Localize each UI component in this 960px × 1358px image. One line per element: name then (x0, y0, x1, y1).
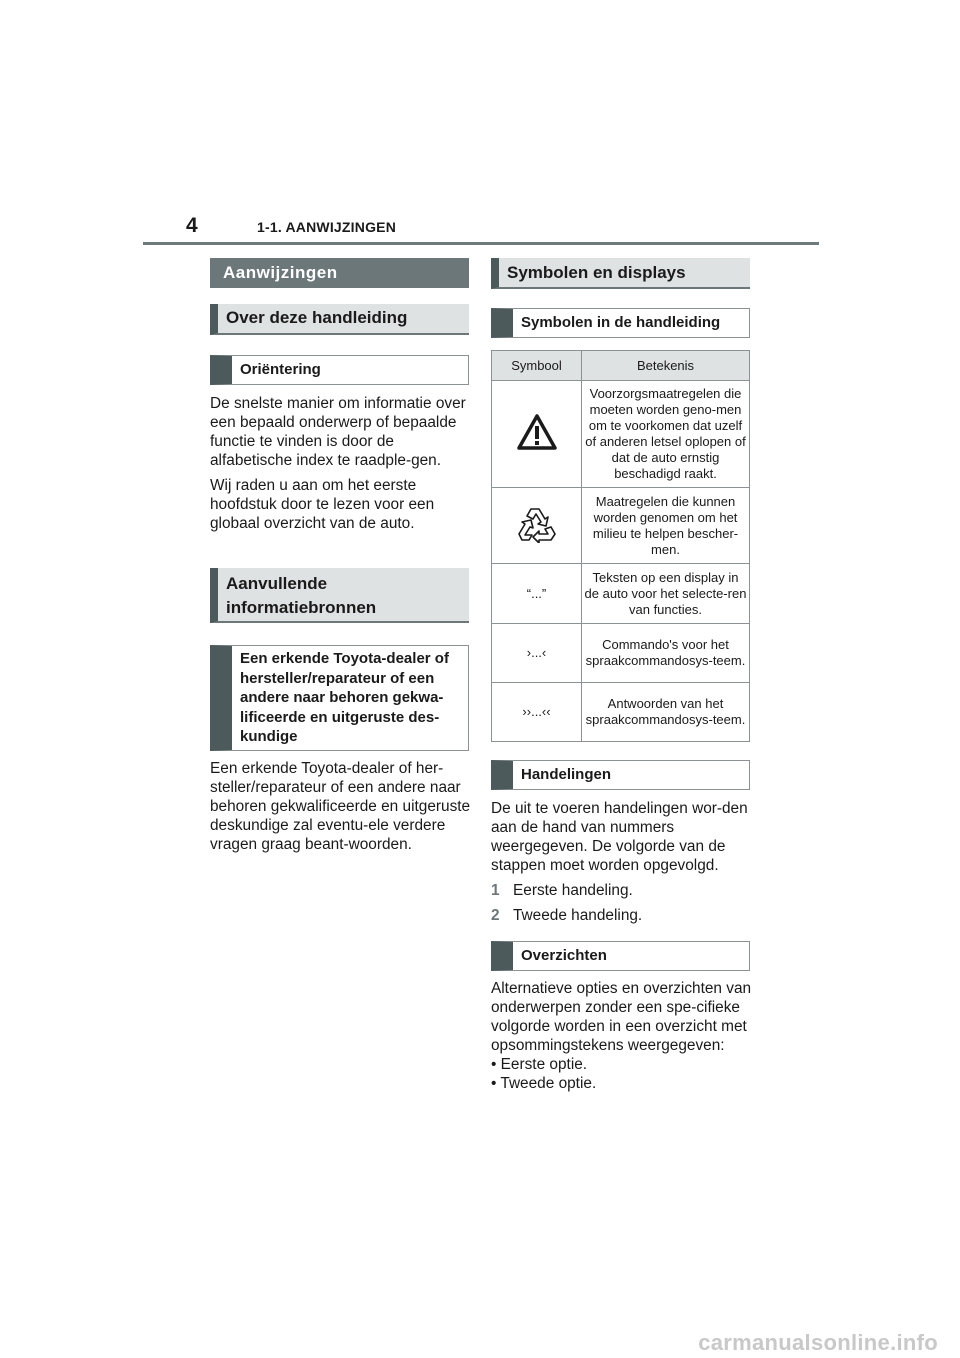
symbol-cell: “...” (492, 564, 582, 624)
step-item (491, 881, 753, 900)
right-body-actions (491, 799, 753, 931)
header-rule (143, 242, 819, 245)
meaning-cell: Commando's voor het spraakcommandosys-teem. (582, 624, 750, 683)
left-body-1 (210, 394, 472, 539)
table-row (492, 381, 750, 488)
recycle-icon (517, 505, 557, 543)
paragraph-dealer: Een erkende Toyota-dealer of her-steller/reparateur of een andere naar behoren gekwalificeerde en uitgeruste deskundige zal eventu-ele verdere vragen graag beant-woorden. (210, 760, 471, 853)
step-item (491, 906, 753, 925)
subsection-toyota-dealer: Een erkende Toyota-dealer of hersteller/reparateur of een andere naar behoren gekwa-lificeerde en uitgeruste des-kundige (210, 645, 469, 751)
paragraph-handelingen: De uit te voeren handelingen wor-den aan de hand van nummers weergegeven. De volgorde van de stappen moet worden opgevolgd. (491, 800, 748, 874)
paragraph-orientering: De snelste manier om informatie over een bepaald onderwerp of bepaalde functie te vinden is door de alfabetische index te raadple-gen. (210, 395, 466, 469)
meaning-cell: Antwoorden van het spraakcommandosys-teem. (582, 683, 750, 742)
subsection-orientering: Oriëntering (210, 355, 469, 385)
table-row (492, 683, 750, 742)
subsection-overzichten: Overzichten (491, 941, 750, 971)
page-number: 4 (186, 214, 198, 237)
step-number: 1 (491, 882, 500, 899)
table-header-row (492, 351, 750, 381)
paragraph-first-chapter: Wij raden u aan om het eerste hoofdstuk door te lezen voor een globaal overzicht van de auto. (210, 477, 435, 532)
subsection-handelingen: Handelingen (491, 760, 750, 790)
meaning-cell: Voorzorgsmaatregelen die moeten worden geno-men om te voorkomen dat uzelf of anderen letsel oplopen of dat de auto ernstig beschadigd raakt. (582, 381, 750, 488)
watermark: carmanualsonline.info (698, 1330, 938, 1355)
right-body-overview (491, 979, 753, 1093)
table-row (492, 564, 750, 624)
paragraph-overzichten: Alternatieve opties en overzichten van onderwerpen zonder een spe-cifieke volgorde worden in een overzicht met opsommingstekens weergegeven: (491, 980, 752, 1054)
step-text: Tweede handeling. (513, 907, 643, 924)
subheading-line-1: Aanvullende (226, 574, 328, 593)
subheading-line-2: informatiebronnen (226, 598, 377, 617)
step-number: 2 (491, 907, 500, 924)
column-header-betekenis: Betekenis (582, 351, 750, 381)
section-title: 1-1. AANWIJZINGEN (257, 219, 397, 235)
subheading-aanvullende-informatiebronnen (210, 568, 469, 623)
table-row (492, 624, 750, 683)
warning-triangle-icon (517, 414, 557, 450)
left-body-2 (210, 759, 472, 860)
symbols-table (491, 350, 750, 742)
step-text: Eerste handeling. (513, 882, 633, 899)
symbol-cell: ››...‹‹ (492, 683, 582, 742)
column-header-symbool: Symbool (492, 351, 582, 381)
subsection-symbolen-in-de-handleiding: Symbolen in de handleiding (491, 308, 750, 338)
table-row (492, 488, 750, 564)
symbol-cell (492, 381, 582, 488)
subheading-over-deze-handleiding: Over deze handleiding (210, 304, 469, 335)
meaning-cell: Maatregelen die kunnen worden genomen om het milieu te helpen bescher-men. (582, 488, 750, 564)
symbol-cell: ›...‹ (492, 624, 582, 683)
bullet-item: • Eerste optie. (491, 1056, 588, 1073)
bullet-item: • Tweede optie. (491, 1075, 597, 1092)
meaning-cell: Teksten op een display in de auto voor het selecte-ren van functies. (582, 564, 750, 624)
main-heading-aanwijzingen: Aanwijzingen (210, 258, 469, 288)
main-heading-symbolen-en-displays: Symbolen en displays (491, 258, 750, 289)
symbol-cell (492, 488, 582, 564)
